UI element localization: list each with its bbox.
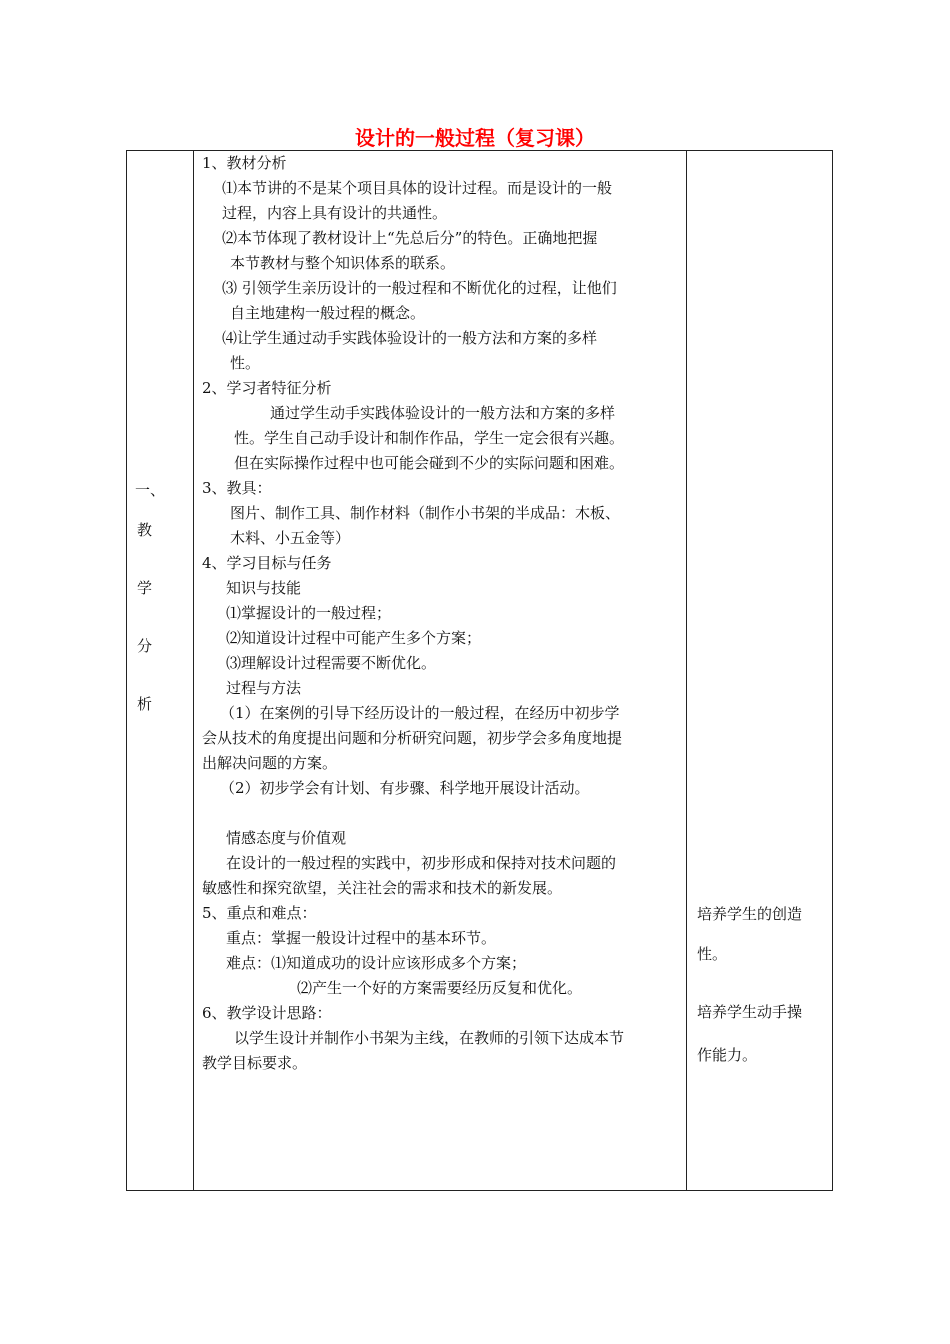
- subheading-attitude-values: 情感态度与价值观: [226, 829, 347, 847]
- content-line: ⑴掌握设计的一般过程；: [226, 604, 392, 622]
- note-line: 性。: [697, 945, 728, 963]
- page-title: 设计的一般过程（复习课）: [355, 126, 595, 150]
- notes-cell: [688, 151, 832, 1190]
- content-line: 木料、小五金等）: [230, 529, 351, 547]
- heading-learning-goals: 4、学习目标与任务: [202, 554, 332, 572]
- content-line: （2）初步学会有计划、有步骤、科学地开展设计活动。: [220, 779, 590, 797]
- heading-material-analysis: 1、教材分析: [202, 154, 287, 172]
- content-line: 通过学生动手实践体验设计的一般方法和方案的多样: [270, 404, 616, 422]
- section-label-cell: [127, 151, 193, 1190]
- content-line: 重点：掌握一般设计过程中的基本环节。: [226, 929, 497, 947]
- heading-key-points: 5、重点和难点：: [202, 904, 317, 922]
- content-line: ⑵产生一个好的方案需要经历反复和优化。: [297, 979, 583, 997]
- content-line: ⑵本节体现了教材设计上“先总后分”的特色。正确地把握: [222, 229, 598, 247]
- subheading-knowledge-skills: 知识与技能: [226, 579, 302, 597]
- note-line: 培养学生的创造: [697, 905, 803, 923]
- content-line: 以学生设计并制作小书架为主线，在教师的引领下达成本节: [234, 1029, 625, 1047]
- content-line: 难点：⑴知道成功的设计应该形成多个方案；: [226, 954, 527, 972]
- content-line: 在设计的一般过程的实践中，初步形成和保持对技术问题的: [226, 854, 617, 872]
- section-char: 学: [137, 579, 153, 597]
- content-line: 性。学生自己动手设计和制作作品，学生一定会很有兴趣。: [234, 429, 625, 447]
- content-cell: [194, 151, 687, 1190]
- heading-learner-analysis: 2、学习者特征分析: [202, 379, 332, 397]
- content-line: 会从技术的角度提出问题和分析研究问题，初步学会多角度地提: [202, 729, 623, 747]
- lesson-table: [126, 150, 833, 1191]
- note-line: 培养学生动手操: [697, 1003, 803, 1021]
- content-line: ⑶ 引领学生亲历设计的一般过程和不断优化的过程，让他们: [222, 279, 617, 297]
- content-line: （1）在案例的引导下经历设计的一般过程，在经历中初步学: [220, 704, 620, 722]
- content-line: 性。: [230, 354, 261, 372]
- content-line: 敏感性和探究欲望，关注社会的需求和技术的新发展。: [202, 879, 563, 897]
- note-line: 作能力。: [697, 1046, 758, 1064]
- section-char: 析: [137, 695, 153, 713]
- content-line: 自主地建构一般过程的概念。: [230, 304, 426, 322]
- section-char: 教: [137, 521, 153, 539]
- content-line: 本节教材与整个知识体系的联系。: [230, 254, 456, 272]
- content-line: 但在实际操作过程中也可能会碰到不少的实际问题和困难。: [234, 454, 625, 472]
- content-line: ⑶理解设计过程需要不断优化。: [226, 654, 437, 672]
- content-line: ⑴本节讲的不是某个项目具体的设计过程。而是设计的一般: [222, 179, 613, 197]
- content-line: 图片、制作工具、制作材料（制作小书架的半成品：木板、: [230, 504, 621, 522]
- section-char: 分: [137, 637, 153, 655]
- content-line: 过程，内容上具有设计的共通性。: [222, 204, 448, 222]
- subheading-process-method: 过程与方法: [226, 679, 302, 697]
- section-number: 一、: [135, 481, 166, 499]
- content-line: ⑵知道设计过程中可能产生多个方案；: [226, 629, 482, 647]
- content-line: 教学目标要求。: [202, 1054, 308, 1072]
- content-line: 出解决问题的方案。: [202, 754, 338, 772]
- heading-design-idea: 6、教学设计思路：: [202, 1004, 332, 1022]
- content-line: ⑷让学生通过动手实践体验设计的一般方法和方案的多样: [222, 329, 598, 347]
- heading-teaching-aids: 3、教具：: [202, 479, 272, 497]
